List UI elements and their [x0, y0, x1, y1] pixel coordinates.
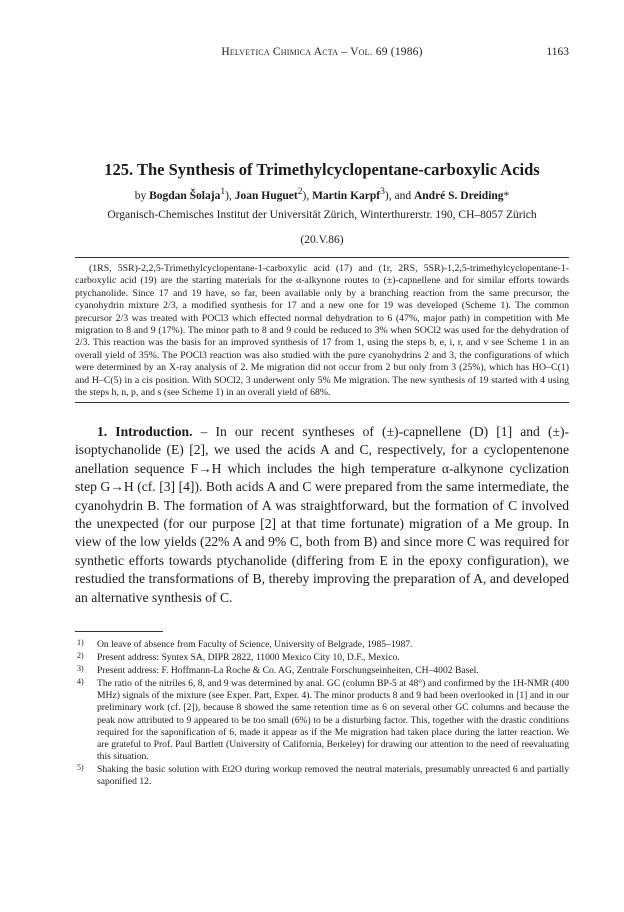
footnote-text: Present address: F. Hoffmann-La Roche & Co. AG, Zentrale Forschungseinheiten, CH–4002 Basel.	[97, 665, 479, 677]
affiliation: Organisch-Chemisches Institut der Universität Zürich, Winterthurerstr. 190, CH–8057 Zürich	[107, 209, 537, 221]
footnote-text: The ratio of the nitriles 6, 8, and 9 was determined by anal. GC (column BP-5 at 48°) and confirmed by the 1H-NMR (400 MHz) signals of the mixture (see Exper. Part, Exper. 4). The minor products 8 and 9 had been overlooked in [1] and in our preliminary work (cf. [2]), because 8 showed the same retention time as 6 on several other GC columns and because the peak now attributed to 9 appeared to be too small (6%) to be a disturbing factor. This, together with the drastic conditions required for the saponification of 6, made it appear as if the Me migration had taken place during the latter reaction. We are grateful to Prof. Paul Bartlett (University of California, Berkeley) for drawing our attention to the need of reevaluating this situation.	[97, 678, 569, 762]
received-date: (20.V.86)	[300, 234, 344, 246]
author-name: André S. Dreiding	[413, 189, 504, 202]
footnote	[75, 764, 569, 788]
author-name: Joan Huguet	[234, 189, 298, 202]
journal-citation: Helvetica Chimica Acta – Vol. 69 (1986)	[221, 46, 423, 58]
footnote-mark: 5)	[77, 762, 84, 772]
corresponding-author-mark: *	[503, 189, 510, 202]
abstract-bottom-rule	[75, 402, 569, 403]
footnote	[75, 639, 569, 651]
author-line: by Bogdan Šolaja$^1$), Joan Huguet$^2$), Martin Karpf$^3$), and André S. Dreiding*	[134, 186, 510, 202]
introduction-text: – In our recent syntheses of (±)-capnellene (D) [1] and (±)-isoptychanolide (E) [2], we used the acids A and C, respectively, for a cyclopentenone anellation sequence F→H which includes the high temperature α-alkynone cyclization step G→H (cf. [3] [4]). Both acids A and C were prepared from the same intermediate, the cyanohydrin B. The formation of A was straightforward, but the formation of C involved the unexpected (for our purpose [2] at that time fortunate) migration of a Me group. In view of the low yields (22% A and 9% C, both from B) and since more C was required for synthetic efforts towards ptychanolide (differing from E in the epoxy configuration), we restudied the transformations of B, thereby improving the preparation of A, and developed an alternative synthesis of C.	[75, 424, 570, 605]
abstract	[75, 263, 569, 399]
footnote-text: On leave of absence from Faculty of Science, University of Belgrade, 1985–1987.	[97, 639, 413, 650]
running-header	[75, 46, 569, 62]
footnote	[75, 678, 569, 763]
section-heading: 1. Introduction.	[97, 424, 193, 439]
footnote	[75, 652, 569, 664]
author-name: Martin Karpf	[312, 189, 381, 202]
footnote-rule	[75, 631, 163, 632]
page-number: 1163	[546, 46, 569, 58]
abstract-text: (1RS, 5SR)-2,2,5-Trimethylcyclopentane-1-carboxylic acid (17) and (1r, 2RS, 5SR)-1,2,5-trimethylcyclopentane-1-carboxylic acid (19) are the starting materials for the α-alkynone routes to (±)-capnellene and for similar efforts towards ptychanolide. Since 17 and 19 have, so far, been available only by a branching reaction from the same precursor, the cyanohydrin mixture 2/3, a modified synthesis for 17 and a new one for 19 was developed (Scheme 1). The common precursor 2/3 was treated with POCl3 which effected normal dehydration to 6 (47%, major path) in competition with Me migration to 8 and 9 (17%). The minor path to 8 and 9 could be reduced to 3% when SOCl2 was used for the dehydration of 2/3. This reaction was the basis for an improved synthesis of 17 from 1, using the steps b, e, i, r, and v see Scheme 1 in an overall yield of 35%. The POCl3 reaction was also studied with the pure cyanohydrins 2 and 3, the configurations of which were determined by an X-ray analysis of 2. Me migration did not occur from 2 but only from 3 (25%), which has HO–C(1) and H–C(5) in a cis position. With SOCl2, 3 underwent only 5% Me migration. The new synthesis of 19 started with 4 using the steps h, n, p, and s (see Scheme 1) in an overall yield of 68%.	[75, 263, 569, 399]
footnote-text: Present address: Syntex SA, DIPR 2822, 11000 Mexico City 10, D.F., Mexico.	[97, 652, 400, 664]
footnote-mark: 1)	[77, 638, 84, 647]
introduction-section	[75, 423, 569, 607]
author-name: Bogdan Šolaja	[149, 189, 221, 202]
footnote-mark: 2)	[77, 651, 84, 661]
footnote-mark: 4)	[77, 677, 84, 687]
footnotes	[75, 639, 569, 789]
footnote-text: Shaking the basic solution with Et2O during workup removed the neutral materials, presumably unreacted 6 and partially saponified 12.	[97, 763, 569, 788]
article-title: 125. The Synthesis of Trimethylcyclopentane-carboxylic Acids	[104, 160, 540, 179]
footnote	[75, 665, 569, 677]
footnote-mark: 3)	[77, 664, 84, 674]
abstract-top-rule	[75, 257, 569, 258]
